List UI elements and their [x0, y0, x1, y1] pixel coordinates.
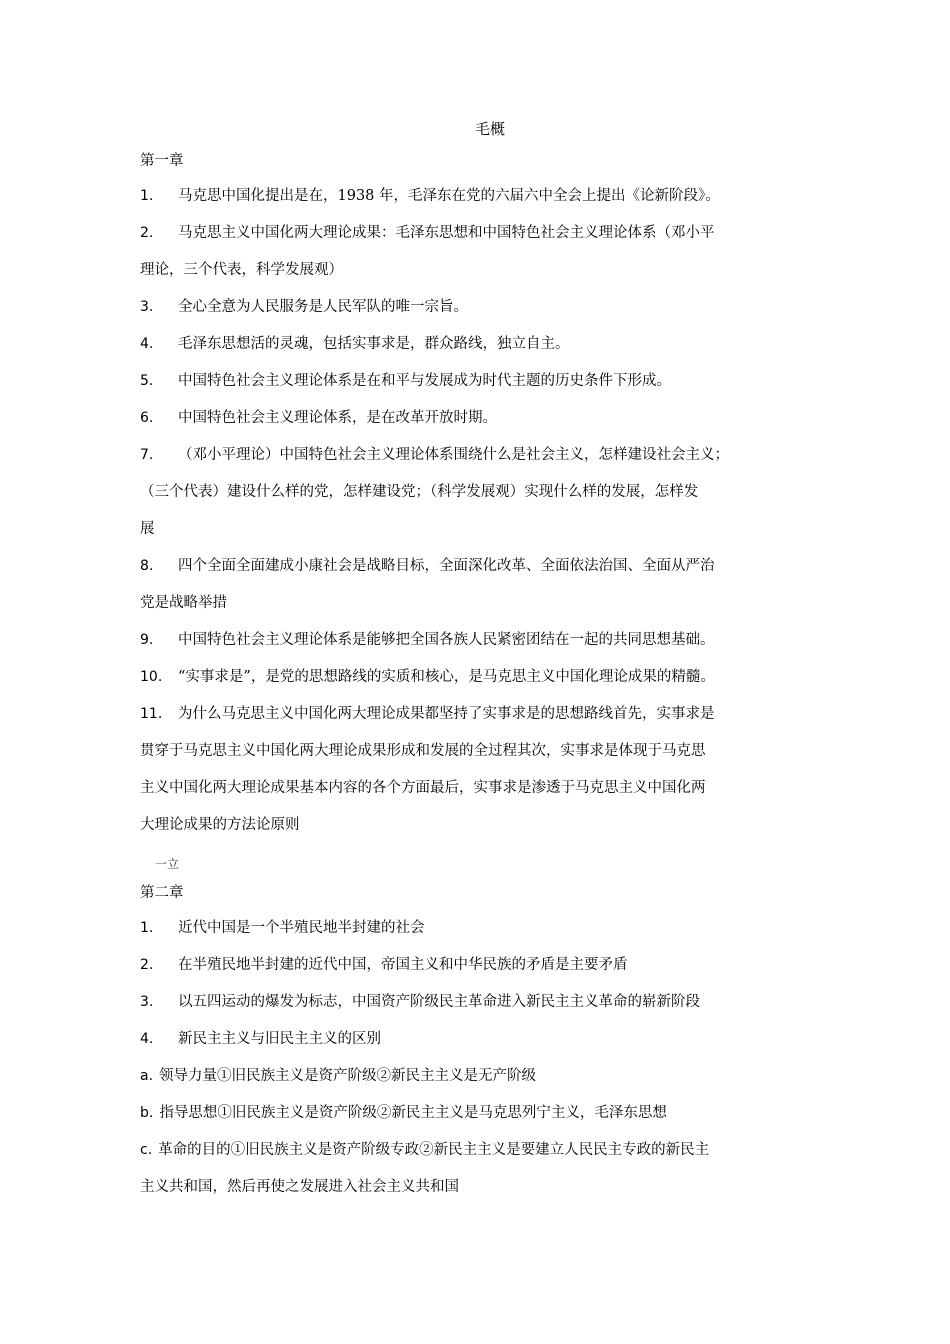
list-item	[140, 984, 820, 1021]
list-item-number: 1.	[140, 188, 154, 204]
list-item-number: 9.	[140, 632, 154, 648]
list-item	[140, 178, 820, 215]
list-item	[140, 289, 820, 326]
list-item	[140, 659, 820, 696]
list-item-continuation: 大理论成果的方法论原则	[140, 817, 300, 833]
list-item	[140, 696, 820, 733]
list-item	[140, 363, 820, 400]
chapter-2-list	[140, 910, 820, 1058]
chapter-1-heading: 第一章	[140, 153, 184, 169]
list-item-number: 10.	[140, 669, 163, 685]
sub-list-text: 指导思想①旧民族主义是资产阶级②新民主主义是马克思列宁主义，毛泽东思想	[159, 1105, 667, 1121]
sub-list-item	[140, 1058, 820, 1095]
list-item-text: 毛泽东思想活的灵魂，包括实事求是，群众路线，独立自主。	[178, 336, 570, 352]
document-title: 毛概	[474, 120, 505, 138]
list-item-number: 7.	[140, 447, 154, 463]
list-item-text: 新民主主义与旧民主主义的区别	[178, 1031, 381, 1047]
list-item-continuation: 理论，三个代表，科学发展观）	[140, 262, 343, 278]
list-item-number: 5.	[140, 373, 154, 389]
chapter-2-sub-list	[140, 1058, 820, 1206]
sub-list-text: 领导力量①旧民族主义是资产阶级②新民主主义是无产阶级	[159, 1068, 537, 1084]
list-item-number: 11.	[140, 706, 163, 722]
chapter-2-heading: 第二章	[140, 885, 184, 901]
list-item-text: 为什么马克思主义中国化两大理论成果都坚持了实事求是的思想路线首先，实事求是	[178, 706, 715, 722]
sub-list-label: a.	[140, 1068, 154, 1084]
sub-list-continuation: 主义共和国，然后再使之发展进入社会主义共和国	[140, 1179, 459, 1195]
list-item	[140, 215, 820, 252]
list-item-number: 3.	[140, 299, 154, 315]
sub-list-label: b.	[140, 1105, 154, 1121]
sub-list-item	[140, 1095, 820, 1132]
list-item-text: 以五四运动的爆发为标志，中国资产阶级民主革命进入新民主主义革命的崭新阶段	[178, 994, 700, 1010]
sub-list-text: 革命的目的①旧民族主义是资产阶级专政②新民主主义是要建立人民民主专政的新民主	[158, 1142, 710, 1158]
list-item-text: （邓小平理论）中国特色社会主义理论体系围绕什么是社会主义，怎样建设社会主义；	[178, 447, 729, 463]
list-item-number: 2.	[140, 957, 154, 973]
list-item-number: 4.	[140, 336, 154, 352]
list-item-text: “实事求是”，是党的思想路线的实质和核心，是马克思主义中国化理论成果的精髓。	[178, 669, 715, 685]
list-item-text: 马克思主义中国化两大理论成果：毛泽东思想和中国特色社会主义理论体系（邓小平	[178, 225, 715, 241]
list-item-number: 1.	[140, 920, 154, 936]
list-item-text: 在半殖民地半封建的近代中国，帝国主义和中华民族的矛盾是主要矛盾	[178, 957, 628, 973]
sub-list-item	[140, 1132, 820, 1169]
list-item-text: 近代中国是一个半殖民地半封建的社会	[178, 920, 425, 936]
list-item-number: 8.	[140, 558, 154, 574]
document-body	[140, 114, 820, 1206]
list-item	[140, 622, 820, 659]
list-item-continuation: 党是战略举措	[140, 595, 227, 611]
separator-glyph: 一立	[155, 857, 180, 871]
list-item-continuation: 贯穿于马克思主义中国化两大理论成果形成和发展的全过程其次，实事求是体现于马克思	[140, 743, 706, 759]
list-item	[140, 326, 820, 363]
list-item	[140, 1021, 820, 1058]
list-item	[140, 548, 820, 585]
list-item-text: 马克思中国化提出是在，1938 年，毛泽东在党的六届六中全会上提出《论新阶段》。	[178, 188, 720, 204]
list-item-continuation: （三个代表）建设什么样的党，怎样建设党；（科学发展观）实现什么样的发展，怎样发	[140, 484, 699, 500]
list-item-text: 中国特色社会主义理论体系是能够把全国各族人民紧密团结在一起的共同思想基础。	[178, 632, 715, 648]
sub-list-label: c.	[140, 1142, 153, 1158]
list-item-number: 3.	[140, 994, 154, 1010]
list-item-text: 中国特色社会主义理论体系，是在改革开放时期。	[178, 410, 497, 426]
list-item-number: 6.	[140, 410, 154, 426]
list-item	[140, 947, 820, 984]
list-item-continuation: 主义中国化两大理论成果基本内容的各个方面最后，实事求是渗透于马克思主义中国化两	[140, 780, 706, 796]
list-item-text: 四个全面全面建成小康社会是战略目标，全面深化改革、全面依法治国、全面从严治	[178, 558, 715, 574]
list-item-continuation: 展	[140, 521, 155, 537]
list-item	[140, 910, 820, 947]
list-item	[140, 400, 820, 437]
list-item-text: 中国特色社会主义理论体系是在和平与发展成为时代主题的历史条件下形成。	[178, 373, 671, 389]
list-item-number: 2.	[140, 225, 154, 241]
chapter-1-list	[140, 178, 820, 844]
list-item-text: 全心全意为人民服务是人民军队的唯一宗旨。	[178, 299, 468, 315]
list-item	[140, 437, 820, 474]
list-item-number: 4.	[140, 1031, 154, 1047]
